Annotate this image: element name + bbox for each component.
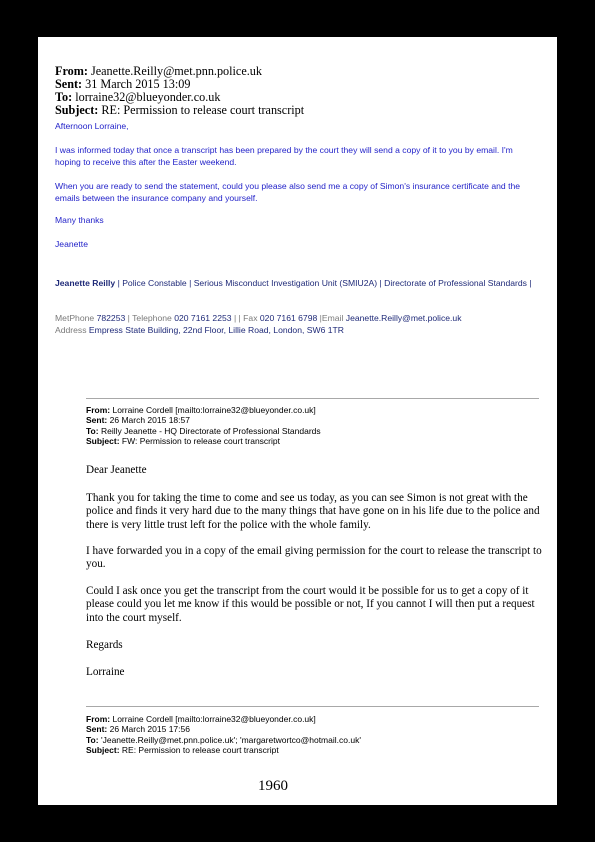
signature-fax: 020 7161 6798 (259, 313, 318, 323)
email1-name: Jeanette (55, 239, 88, 249)
email3-sent-line: Sent: 26 March 2015 17:56 (86, 724, 190, 735)
email1-from: Jeanette.Reilly@met.pnn.police.uk (91, 64, 262, 78)
email1-sent: 31 March 2015 13:09 (85, 77, 191, 91)
email2-to: Reilly Jeanette - HQ Directorate of Professional Standards (100, 425, 321, 436)
email2-greeting: Dear Jeanette (86, 464, 147, 476)
email2-paragraph-1: Thank you for taking the time to come and see us today, as you can see Simon is not great with the police and finds it very hard due to the many things that have gone on in his life due to the police and there is very little trust left for the police with the whole family. (86, 492, 540, 531)
email1-to: lorraine32@blueyonder.co.uk (75, 90, 221, 104)
email1-from-line: From: Jeanette.Reilly@met.pnn.police.uk (55, 64, 262, 78)
signature-metphone: 782253 (96, 313, 126, 323)
email2-from: Lorraine Cordell [mailto:lorraine32@blueyonder.co.uk] (112, 405, 316, 415)
email2-sent: 26 March 2015 18:57 (109, 415, 190, 426)
signature-name: Jeanette Reilly (55, 278, 116, 288)
signature-telephone: 020 7161 2253 (174, 313, 232, 323)
divider-email3 (86, 706, 539, 707)
email2-from-line: From: Lorraine Cordell [mailto:lorraine32@blueyonder.co.uk] (86, 405, 316, 415)
email1-signature-title (55, 277, 535, 289)
email1-subject-line: Subject: RE: Permission to release court transcript (55, 103, 305, 117)
email1-greeting: Afternoon Lorraine, (55, 121, 129, 131)
email1-paragraph-1: I was informed today that once a transcript has been prepared by the court they will send a copy of it to you by email. I'm hoping to receive this after the Easter weekend. (55, 145, 513, 167)
email3-from-line: From: Lorraine Cordell [mailto:lorraine32@blueyonder.co.uk] (86, 714, 316, 724)
email1-header (55, 65, 304, 117)
email3-subject-line: Subject: RE: Permission to release court transcript (86, 744, 279, 755)
email2-paragraph-3: Could I ask once you get the transcript from the court would it be possible for us to get a copy of it please could you let me know if this would be possible or not, If you cannot I will then put a request into the court myself. (86, 585, 535, 624)
email1-subject: RE: Permission to release court transcript (101, 103, 305, 117)
email3-subject: RE: Permission to release court transcript (121, 744, 279, 755)
page-number: 1960 (258, 778, 288, 794)
email1-sent-line: Sent: 31 March 2015 13:09 (55, 77, 191, 91)
email2-paragraph-2: I have forwarded you in a copy of the email giving permission for the court to release the transcript to you. (86, 545, 542, 571)
email1-to-line: To: lorraine32@blueyonder.co.uk (55, 90, 221, 104)
email1-signature-address: Address Empress State Building, 22nd Floor, Lillie Road, London, SW6 1TR (55, 325, 345, 335)
email2-subject: FW: Permission to release court transcript (121, 435, 280, 446)
email2-regards: Regards (86, 639, 123, 651)
email1-paragraph-2: When you are ready to send the statement, could you please also send me a copy of Simon's insurance certificate and the emails between the insurance company and yourself. (55, 181, 521, 203)
email3-sent: 26 March 2015 17:56 (109, 724, 190, 735)
email3-to: 'Jeanette.Reilly@met.pnn.police.uk'; 'margaretwortco@hotmail.co.uk' (100, 734, 361, 745)
email1-signature-contact: MetPhone 782253 | Telephone 020 7161 2253 | | Fax 020 7161 6798 |Email Jeanette.Reilly@met.police.uk (55, 313, 462, 323)
email1-thanks: Many thanks (55, 215, 104, 225)
signature-email: Jeanette.Reilly@met.police.uk (345, 313, 462, 323)
email2-subject-line: Subject: FW: Permission to release court transcript (86, 435, 280, 446)
divider-email2 (86, 398, 539, 399)
document-page (38, 37, 557, 805)
email3-to-line: To: 'Jeanette.Reilly@met.pnn.police.uk'; 'margaretwortco@hotmail.co.uk' (86, 734, 361, 745)
email2-sent-line: Sent: 26 March 2015 18:57 (86, 415, 190, 426)
signature-role: | Police Constable | Serious Misconduct Investigation Unit (SMIU2A) | Directorate of Professional Standards | (117, 278, 532, 288)
email2-to-line: To: Reilly Jeanette - HQ Directorate of Professional Standards (86, 425, 321, 436)
email3-from: Lorraine Cordell [mailto:lorraine32@blueyonder.co.uk] (112, 714, 316, 724)
email2-name: Lorraine (86, 666, 125, 678)
email2-header (86, 405, 321, 446)
email3-header (86, 714, 361, 755)
signature-address: Empress State Building, 22nd Floor, Lillie Road, London, SW6 1TR (88, 325, 345, 335)
